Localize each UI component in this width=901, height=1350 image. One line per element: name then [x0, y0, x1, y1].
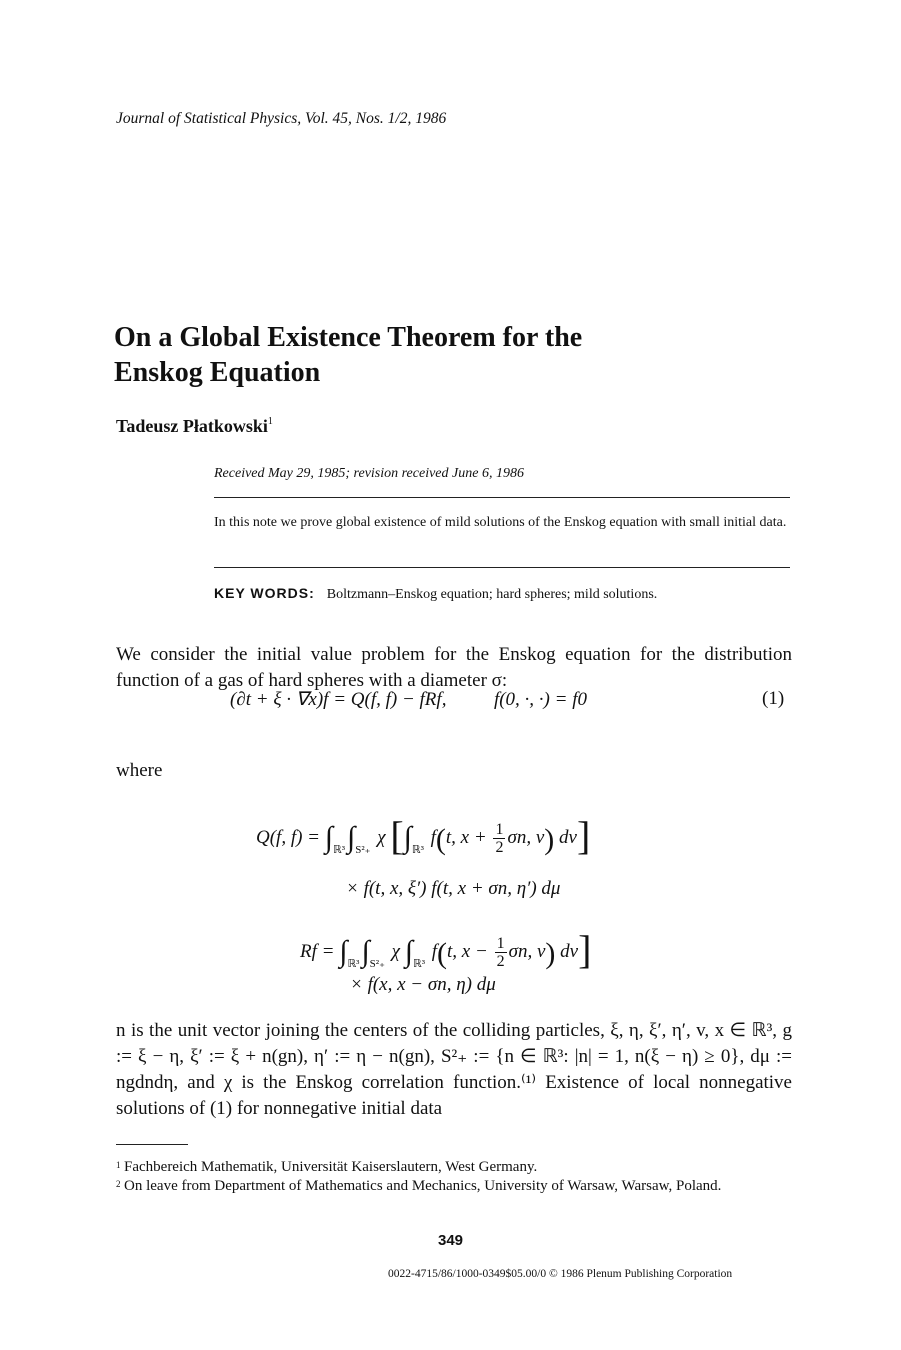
author-name: Tadeusz Płatkowski: [116, 416, 268, 436]
equation-Q-head: Q(f, f) =: [256, 827, 321, 848]
footnote-rule: [116, 1144, 188, 1145]
intro-paragraph: We consider the initial value problem for the Enskog equation for the distribution function of a gas of hard spheres with a diameter σ:: [116, 644, 792, 691]
abstract: In this note we prove global existence of mild solutions of the Enskog equation with small initial data.: [214, 515, 787, 530]
footnote-mark: 2: [116, 1179, 121, 1189]
abstract-bottom-rule: [214, 567, 790, 568]
equation-1-initial-condition: f(0, ·, ·) = f0: [493, 689, 587, 710]
equation-Q-continuation: × f(t, x, ξ′) f(t, x + σn, η′) dμ: [346, 878, 561, 899]
journal-citation: Journal of Statistical Physics, Vol. 45, Nos. 1/2, 1986: [116, 110, 447, 127]
footnotes: [116, 1158, 792, 1196]
where-word: where: [116, 760, 163, 781]
equation-1-main: (∂t + ξ · ∇x)f = Q(f, f) − fRf,: [230, 689, 447, 710]
copyright-line: 0022-4715/86/1000-0349$05.00/0 © 1986 Plenum Publishing Corporation: [388, 1268, 733, 1280]
author-footnote-mark: 1: [267, 416, 273, 427]
footnote-2: [116, 1177, 792, 1196]
keywords-text: Boltzmann–Enskog equation; hard spheres; mild solutions.: [326, 587, 658, 602]
title-line-1: On a Global Existence Theorem for the: [114, 322, 583, 353]
equation-R-head: Rf =: [300, 941, 335, 962]
equation-Q: Q(f, $f) = \int_{ℝ^3}\int_{S^2_+}$ χ [$\int_{ℝ^3}$ f(t, x + $\frac{1}{2}$ σn, v) dv]: [256, 813, 591, 858]
keywords-label: KEY WORDS:: [214, 585, 315, 601]
equation-1: [230, 688, 587, 711]
received-dates: Received May 29, 1985; revision received June 6, 1986: [214, 466, 524, 481]
keywords: [214, 585, 657, 603]
equation-1-label: (1): [762, 688, 785, 709]
footnote-text: Fachbereich Mathematik, Universität Kaiserslautern, West Germany.: [124, 1159, 538, 1175]
footnote-text: On leave from Department of Mathematics and Mechanics, University of Warsaw, Warsaw, Poland.: [124, 1178, 722, 1194]
footnote-1: [116, 1158, 792, 1177]
author: [116, 416, 273, 437]
footnote-mark: 1: [116, 1160, 121, 1170]
page-number: 349: [437, 1232, 464, 1249]
body-paragraph: n is the unit vector joining the centers of the colliding particles, ξ, η, ξ′, η′, v, x ∈ ℝ³, g := ξ − η, ξ′ := ξ + n(gn), η′ := η − n(gn), S²₊ := {n ∈ ℝ³: |n| = 1, n(ξ − η) ≥ 0}, dμ := ngdndη, and χ is the Enskog correlation function.⁽¹⁾ Existence of local nonnegative solutions of (1) for nonnegative initial data: [116, 1020, 792, 1119]
title-line-2: Enskog Equation: [114, 357, 321, 388]
equation-R-continuation: × f(x, x − σn, η) dμ: [350, 974, 496, 995]
equation-R: $Rf = \int_{ℝ^3}\int_{S^2_+}$ χ $\int_{ℝ^3}$ f(t, x − $\frac{1}{2}$ σn, v) dv]: [300, 927, 592, 972]
abstract-top-rule: [214, 497, 790, 498]
article-title: [114, 320, 674, 390]
